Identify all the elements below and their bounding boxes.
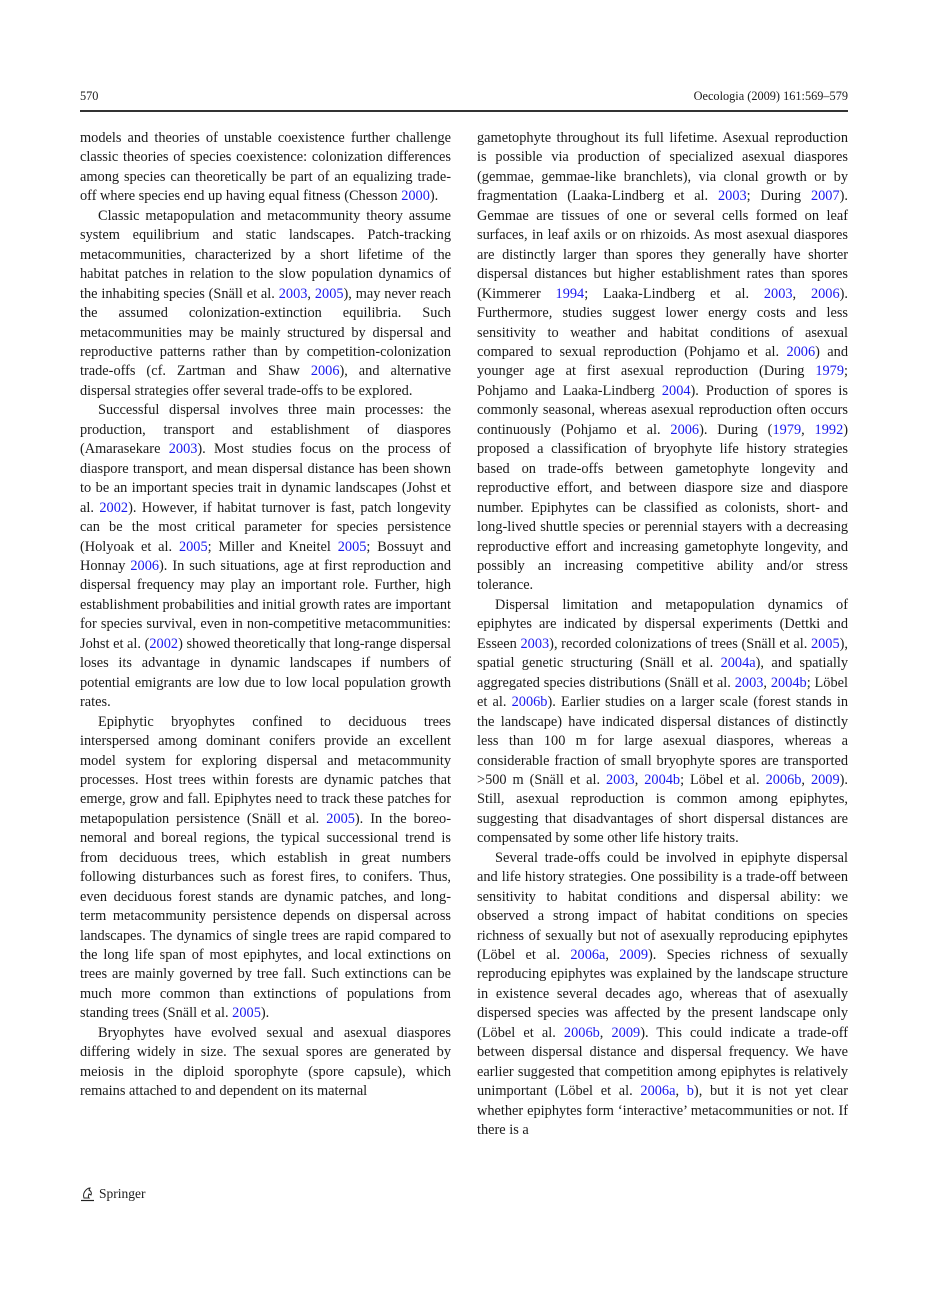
running-header	[80, 89, 848, 109]
body-text: ). Gemmae are tissues of one or several cells formed on leaf surfaces, in leaf axils or on rhizoids. As most asexual diaspores are distinctly larger than spores they generally have shorter dispersal distances but higher establishment rates than spores (Kimmerer	[477, 188, 848, 302]
citation-link[interactable]: 2005	[178, 538, 208, 555]
body-text: ; Löbel et al.	[477, 674, 848, 711]
body-text: ) and younger age at first asexual reproduction (During	[477, 343, 849, 380]
citation-link[interactable]: 2000	[401, 188, 430, 205]
body-text: ; During	[746, 188, 811, 205]
body-text: ,	[605, 947, 620, 964]
header-rule	[80, 110, 848, 112]
citation-link[interactable]: 2006b	[511, 694, 548, 711]
body-text: ) proposed a classification of bryophyte life history strategies based on trade-offs between gametophyte longevity and reproductive effort, and between diaspore size and diaspore number. Epiphytes can be classified as colonists, short- and long-lived shuttle species or perennial stayers with a decreasing reproductive effort and increasing gametophyte longevity, and possibly an increasing competitive ability and/or stress tolerance.	[477, 421, 849, 594]
body-text: ; Pohjamo and Laaka-Lindberg	[477, 363, 848, 399]
citation-link[interactable]: 2004b	[644, 771, 681, 788]
body-text: ), recorded colonizations of trees (Snäll et al.	[549, 635, 811, 652]
body-text: Successful dispersal involves three main processes: the production, transport and establishment of diaspores (Amarasekare	[80, 402, 451, 458]
body-text: ; Bossuyt and Honnay	[80, 538, 451, 574]
body-text: ), may never reach the assumed colonization-extinction equilibria. Such metacommunities may be mainly structured by dispersal and reproductive patterns rather than by competition-colonization trade-offs (cf. Zartman and Shaw	[80, 285, 452, 380]
body-text: ) showed theoretically that long-range dispersal loses its advantage in dynamic landscapes if numbers of potential emigrants are low due to low local population growth rates.	[80, 635, 451, 711]
citation-link[interactable]: 1994	[555, 285, 585, 302]
citation-link[interactable]: 2002	[99, 499, 129, 516]
citation-link[interactable]: 2005	[810, 635, 840, 652]
paragraph	[80, 207, 451, 402]
paragraph	[477, 129, 848, 596]
citation-link[interactable]: 2004	[661, 382, 691, 399]
citation-link[interactable]: 2003	[278, 285, 308, 302]
citation-link[interactable]: 2003	[606, 771, 635, 788]
body-text: ), spatial genetic structuring (Snäll et al.	[477, 635, 848, 672]
body-text: Dispersal limitation and metapopulation dynamics of epiphytes are indicated by dispersal experiments (Dettki and Esseen	[477, 596, 848, 652]
right-column	[477, 129, 848, 1141]
paragraph	[477, 849, 848, 1141]
body-text: ; Miller and Kneitel	[207, 538, 338, 555]
body-text: ). Still, asexual reproduction is common among epiphytes, suggesting that disadvantages of short dispersal distances are compensated by some other life history traits.	[477, 771, 849, 847]
citation-link[interactable]: 2003	[717, 188, 747, 205]
body-text: ). Earlier studies on a larger scale (forest stands in the landscape) have indicated dispersal distances of distinctly less than 100 m for large asexual diaspores, whereas a considerable fraction of small bryophyte spores are transported >500 m (Snäll et al.	[477, 694, 849, 788]
body-text: ). In the boreo-nemoral and boreal regions, the typical successional trend is from deciduous trees, which establish in great numbers following disturbances such as forest fires, to conifers. Thus, even deciduous forest stands are dynamic patches, and long-term metacommunity persistence depends on dispersal across landscapes. The dynamics of single trees are rapid compared to the long life span of most epiphytes, and local extinctions on trees are mainly governed by tree fall. Such extinctions can be much more common than extinctions of populations from standing trees (Snäll et al.	[80, 810, 452, 1022]
citation-link[interactable]: b	[686, 1083, 694, 1100]
paragraph	[80, 401, 451, 712]
body-text: ). In such situations, age at first reproduction and dispersal frequency may play an important role. Further, high establishment probabilities and initial growth rates are important for species survival, even in non-competitive metacommunities: Johst et al. (	[80, 557, 451, 652]
body-text: ,	[599, 1024, 612, 1041]
body-text: ,	[792, 285, 811, 302]
body-text: ; Laaka-Lindberg et al.	[584, 285, 764, 302]
body-text: ). Furthermore, studies suggest lower energy costs and less sensitivity to weather and habitat conditions of asexual compared to sexual reproduction (Pohjamo et al.	[477, 285, 849, 360]
citation-link[interactable]: 2006	[810, 285, 840, 302]
citation-link[interactable]: 2005	[232, 1005, 261, 1022]
body-text: ). However, if habitat turnover is fast, patch longevity can be the most critical parameter for species persistence (Holyoak et al.	[80, 499, 451, 555]
citation-link[interactable]: 2003	[734, 674, 764, 691]
citation-link[interactable]: 2004a	[720, 655, 756, 672]
publisher-footer	[80, 1186, 146, 1202]
citation-link[interactable]: 2002	[149, 635, 179, 652]
citation-link[interactable]: 2006b	[765, 771, 802, 788]
paragraph	[80, 1024, 451, 1102]
body-text: ).	[429, 188, 439, 205]
citation-link[interactable]: 2003	[520, 635, 550, 652]
citation-link[interactable]: 1979	[815, 363, 844, 380]
citation-link[interactable]: 2009	[619, 947, 648, 964]
body-text: ). Production of spores is commonly seasonal, whereas asexual reproduction often occurs continuously (Pohjamo et al.	[477, 382, 848, 438]
springer-horse-icon	[80, 1186, 95, 1202]
citation-link[interactable]: 2004b	[770, 674, 807, 691]
citation-link[interactable]: 2006	[786, 343, 816, 360]
citation-link[interactable]: 2009	[611, 1024, 641, 1041]
body-text: ). During (	[699, 421, 773, 438]
body-text: ). Species richness of sexually reproducing epiphytes was explained by the landscape structure in existence several decades ago, whereas that of asexually dispersed species was affected by the present landscape only (Löbel et al.	[477, 947, 849, 1041]
body-text: Bryophytes have evolved sexual and asexual diaspores differing widely in size. The sexual spores are generated by meiosis in the diploid sporophyte (spore capsule), which remains attached to and dependent on its maternal	[80, 1024, 451, 1100]
citation-link[interactable]: 2009	[810, 771, 840, 788]
citation-link[interactable]: 2006	[670, 421, 700, 438]
body-text: ), but it is not yet clear whether epiphytes form ‘interactive’ metacommunities or not. If there is a	[477, 1083, 849, 1139]
body-text: ). This could indicate a trade-off between dispersal distance and dispersal frequency. We have earlier suggested that competition among epiphytes is relatively unimportant (Löbel et al.	[477, 1024, 848, 1100]
body-text: Epiphytic bryophytes confined to deciduous trees interspersed among dominant conifers provide an excellent model system for exploring dispersal and metacommunity processes. Host trees within forests are dynamic patches that emerge, grow and fall. Epiphytes need to track these patches for metapopulation persistence (Snäll et al.	[80, 713, 451, 827]
paragraph	[477, 596, 848, 849]
body-text: ,	[801, 771, 811, 788]
body-text: Several trade-offs could be involved in epiphyte dispersal and life history strategies. One possibility is a trade-off between sensitivity to habitat conditions and dispersal ability: we observed a strong impact of habitat conditions on species richness of sexually but not of asexually reproducing epiphytes (Löbel et al.	[477, 849, 848, 964]
body-text: ), and alternative dispersal strategies offer several trade-offs to be explored.	[80, 363, 451, 399]
page-number: 570	[80, 89, 99, 103]
paragraph	[80, 129, 451, 207]
left-column	[80, 129, 451, 1102]
body-text: ), and spatially aggregated species distributions (Snäll et al.	[477, 655, 848, 691]
citation-link[interactable]: 2006a	[640, 1083, 676, 1100]
citation-link[interactable]: 2005	[337, 538, 367, 555]
body-text: gametophyte throughout its full lifetime. Asexual reproduction is possible via production of specialized asexual diaspores (gemmae, gemmae-like branchlets), via clonal growth or by fragmentation (Laaka-Lindberg et al.	[477, 130, 848, 205]
paragraph	[80, 713, 451, 1024]
citation-link[interactable]: 2006	[310, 363, 340, 380]
body-text: ,	[763, 674, 771, 691]
journal-citation: Oecologia (2009) 161:569–579	[693, 89, 848, 103]
citation-link[interactable]: 1992	[814, 421, 844, 438]
publisher-name: Springer	[99, 1186, 146, 1201]
body-text: Classic metapopulation and metacommunity theory assume system equilibrium and static landscapes. Patch-tracking metacommunities, characterized by a short lifetime of the habitat patches in relation to the slow population dynamics of the inhabiting species (Snäll et al.	[80, 207, 451, 302]
body-text: ). Most studies focus on the process of diaspore transport, and mean dispersal distance has been shown to be an important species trait in dynamic landscapes (Johst et al.	[80, 441, 451, 516]
citation-link[interactable]: 2007	[810, 188, 840, 205]
citation-link[interactable]: 2006b	[563, 1024, 600, 1041]
body-text: ).	[260, 1005, 270, 1022]
citation-link[interactable]: 2006	[130, 557, 160, 574]
citation-link[interactable]: 2006a	[570, 947, 606, 964]
citation-link[interactable]: 2003	[763, 285, 793, 302]
citation-link[interactable]: 2003	[168, 441, 198, 458]
body-text: models and theories of unstable coexistence further challenge classic theories of species coexistence: colonization differences among species can theoretically be part of an equalizing trade-off where species end up having equal fitness (Chesson	[80, 130, 451, 205]
citation-link[interactable]: 2005	[314, 285, 344, 302]
body-text: ,	[307, 285, 315, 302]
citation-link[interactable]: 1979	[772, 421, 802, 438]
body-text: ,	[634, 771, 645, 788]
citation-link[interactable]: 2005	[326, 810, 355, 827]
body-text: ,	[801, 421, 815, 438]
body-text: ; Löbel et al.	[680, 771, 766, 788]
body-text: ,	[675, 1083, 687, 1100]
